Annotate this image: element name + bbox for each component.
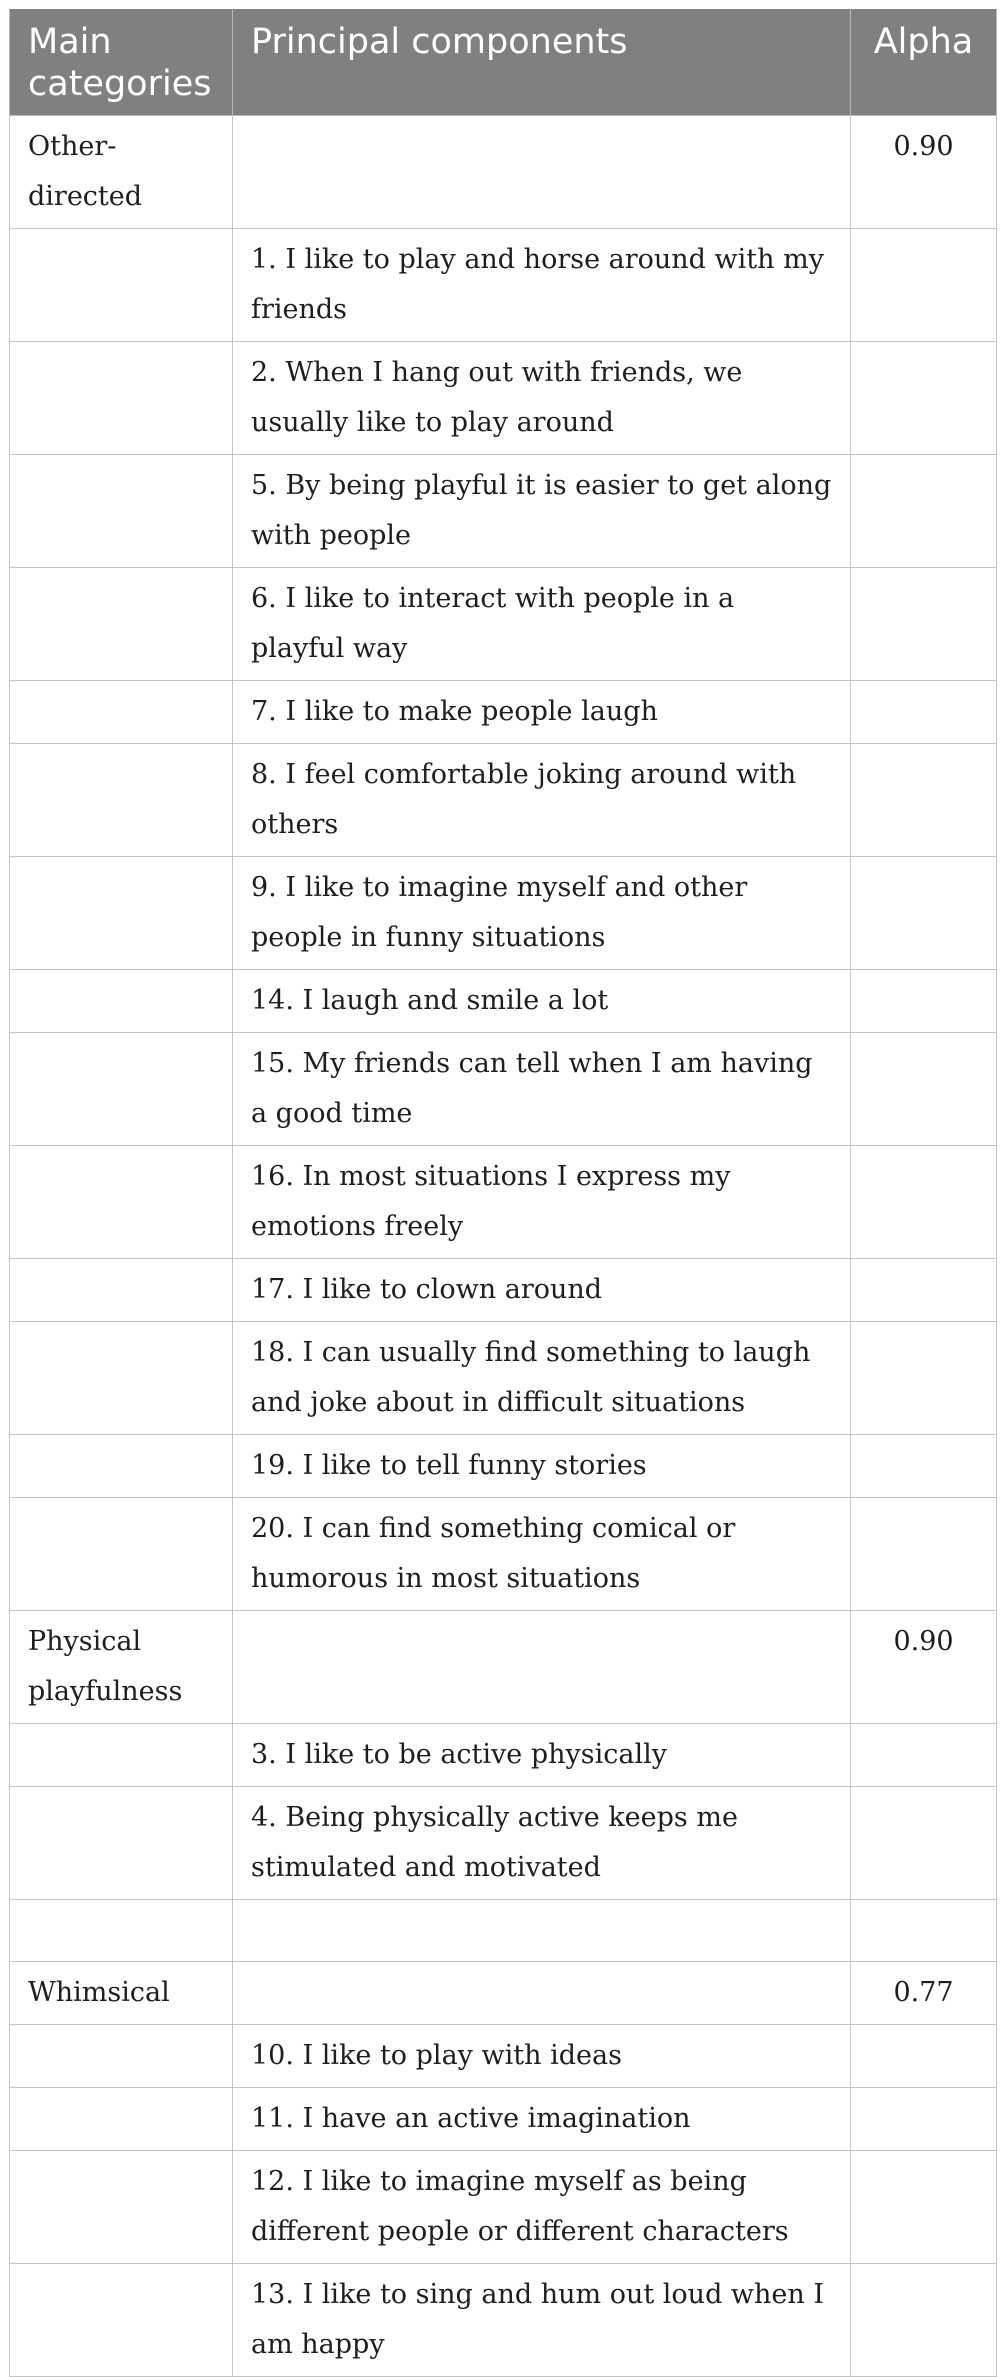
cell-alpha [851,1498,997,1611]
table-row [10,1146,997,1259]
cell-principal-component: 3. I like to be active physically [233,1724,851,1787]
cell-alpha [851,2264,997,2377]
cell-principal-component: 17. I like to clown around [233,1259,851,1322]
cell-alpha [851,2088,997,2151]
cell-principal-component [233,116,851,229]
cell-principal-component: 14. I laugh and smile a lot [233,970,851,1033]
cell-main-category [10,1498,233,1611]
cell-main-category [10,568,233,681]
table-row [10,1962,997,2025]
cell-main-category [10,1033,233,1146]
table-row [10,1724,997,1787]
table-row [10,1611,997,1724]
cell-principal-component: 10. I like to play with ideas [233,2025,851,2088]
cell-principal-component: 16. In most situations I express my emotions freely [233,1146,851,1259]
cell-principal-component: 20. I can find something comical or humorous in most situations [233,1498,851,1611]
cell-main-category [10,857,233,970]
table-row [10,2025,997,2088]
cell-alpha [851,2025,997,2088]
cell-principal-component: 5. By being playful it is easier to get along with people [233,455,851,568]
table-row [10,2088,997,2151]
cell-alpha: 0.77 [851,1962,997,2025]
cell-principal-component: 4. Being physically active keeps me stimulated and motivated [233,1787,851,1900]
table-row [10,568,997,681]
cell-main-category [10,2088,233,2151]
table-row [10,342,997,455]
cell-main-category [10,1146,233,1259]
header-main-categories: Main categories [10,9,233,116]
cell-alpha [851,1322,997,1435]
cell-main-category [10,1900,233,1962]
cell-main-category [10,1724,233,1787]
cell-main-category [10,455,233,568]
cell-principal-component: 2. When I hang out with friends, we usually like to play around [233,342,851,455]
table-row [10,2264,997,2377]
cell-alpha: 0.90 [851,1611,997,1724]
table-row [10,681,997,744]
table-row [10,744,997,857]
cell-main-category [10,2264,233,2377]
cell-principal-component: 7. I like to make people laugh [233,681,851,744]
table-row [10,1259,997,1322]
cell-main-category [10,1787,233,1900]
table-row [10,455,997,568]
table-row [10,970,997,1033]
cell-main-category [10,1322,233,1435]
table-row [10,1435,997,1498]
cell-alpha [851,1724,997,1787]
cell-alpha [851,1435,997,1498]
cell-principal-component: 19. I like to tell funny stories [233,1435,851,1498]
header-principal-components: Principal components [233,9,851,116]
cell-alpha [851,681,997,744]
cell-principal-component [233,1900,851,1962]
cell-main-category [10,1259,233,1322]
table-row [10,2151,997,2264]
table-header [10,9,997,116]
cell-principal-component: 11. I have an active imagination [233,2088,851,2151]
cell-alpha [851,1787,997,1900]
cell-main-category: Physical playfulness [10,1611,233,1724]
cell-main-category [10,342,233,455]
cell-alpha: 0.90 [851,116,997,229]
cell-alpha [851,1146,997,1259]
table-row [10,1033,997,1146]
cell-alpha [851,1900,997,1962]
header-row [10,9,997,116]
cell-principal-component: 12. I like to imagine myself as being different people or different characters [233,2151,851,2264]
cell-principal-component: 15. My friends can tell when I am having a good time [233,1033,851,1146]
cell-principal-component: 9. I like to imagine myself and other people in funny situations [233,857,851,970]
cell-principal-component: 1. I like to play and horse around with my friends [233,229,851,342]
table-row [10,1322,997,1435]
cell-alpha [851,342,997,455]
table-body [10,116,997,2377]
cell-main-category: Whimsical [10,1962,233,2025]
cell-alpha [851,970,997,1033]
header-alpha: Alpha [851,9,997,116]
cell-alpha [851,229,997,342]
cell-main-category [10,229,233,342]
data-table [9,9,997,2377]
cell-alpha [851,2151,997,2264]
cell-main-category [10,744,233,857]
cell-alpha [851,568,997,681]
table-row [10,857,997,970]
cell-principal-component: 8. I feel comfortable joking around with others [233,744,851,857]
cell-principal-component: 6. I like to interact with people in a playful way [233,568,851,681]
cell-alpha [851,1033,997,1146]
table-row [10,1498,997,1611]
cell-principal-component: 13. I like to sing and hum out loud when I am happy [233,2264,851,2377]
cell-alpha [851,1259,997,1322]
cell-main-category [10,970,233,1033]
cell-main-category [10,681,233,744]
cell-principal-component [233,1962,851,2025]
cell-alpha [851,455,997,568]
cell-main-category: Other-directed [10,116,233,229]
cell-alpha [851,857,997,970]
cell-alpha [851,744,997,857]
table-row [10,229,997,342]
cell-main-category [10,2025,233,2088]
table-row [10,1787,997,1900]
cell-main-category [10,1435,233,1498]
cell-principal-component: 18. I can usually find something to laugh and joke about in difficult situations [233,1322,851,1435]
cell-principal-component [233,1611,851,1724]
table-row [10,116,997,229]
cell-main-category [10,2151,233,2264]
table-row [10,1900,997,1962]
